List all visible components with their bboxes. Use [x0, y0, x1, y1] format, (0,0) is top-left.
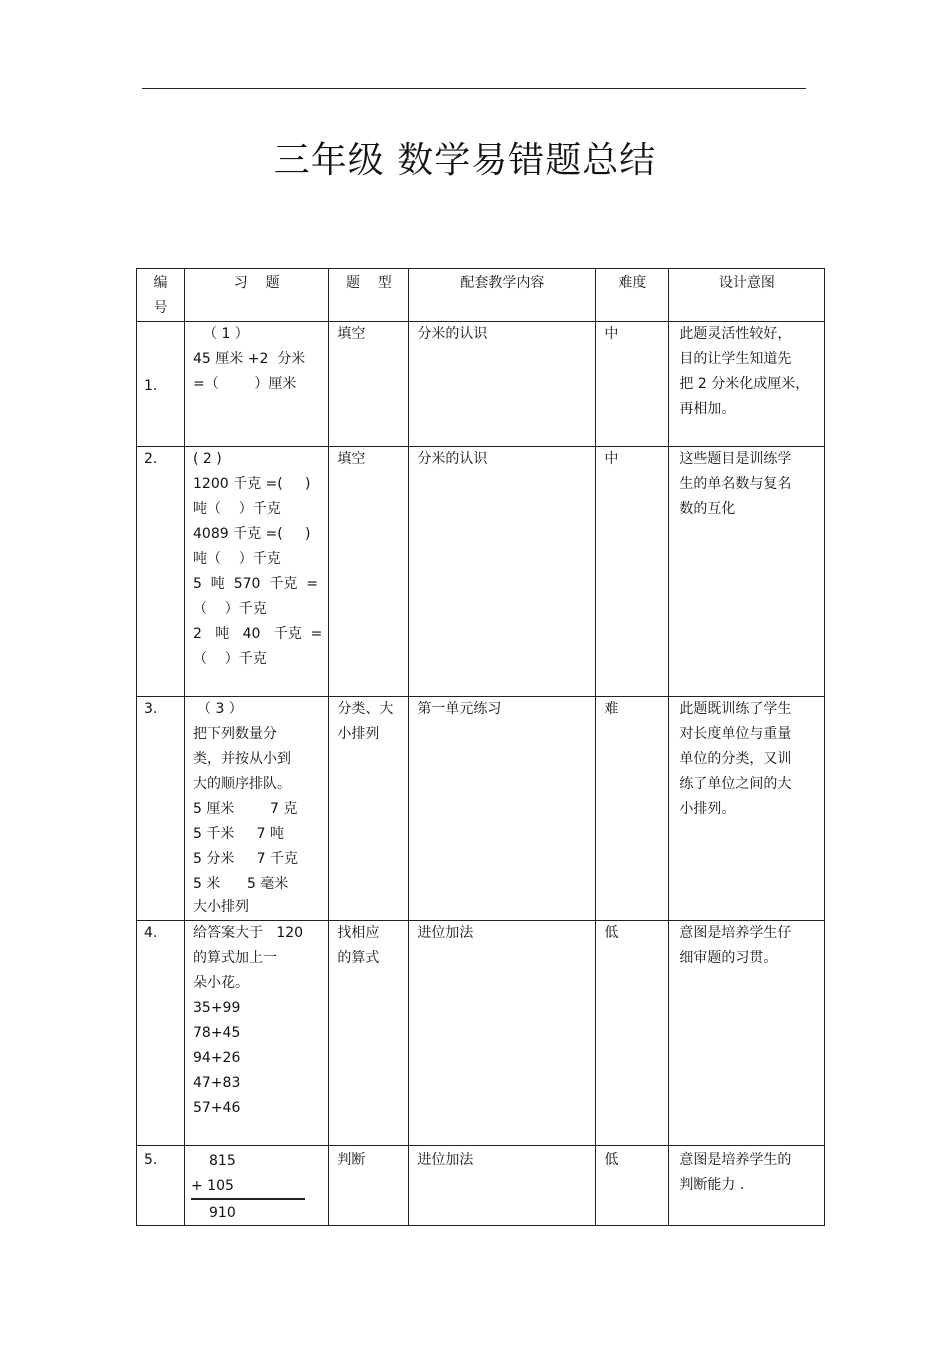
intent-line: 目的让学生知道先: [679, 351, 792, 367]
teaching-content: 分米的认识: [417, 326, 488, 342]
row-number: 5.: [144, 1152, 158, 1168]
intent-line: 对长度单位与重量: [679, 726, 792, 742]
exercise-line: 47+83: [193, 1075, 241, 1091]
exercise-line: =（ ）厘米: [193, 376, 297, 392]
teaching-content: 第一单元练习: [417, 701, 502, 717]
exercise-text: [185, 322, 328, 397]
intent-line: 意图是培养学生仔: [679, 925, 792, 941]
exercise-text: [185, 697, 328, 917]
intent-line: 判断能力 .: [679, 1177, 745, 1193]
table-header-row: [137, 269, 825, 322]
exercise-line: 1200 千克 =( ): [193, 476, 311, 492]
intent-line: 此题灵活性较好，: [679, 326, 792, 342]
question-type: 判断: [337, 1152, 366, 1168]
intent-line: 此题既训练了学生: [679, 701, 792, 717]
exercise-line: （ 3 ）: [197, 701, 243, 717]
table-row: [137, 322, 825, 447]
exercise-line: 5 米 5 毫米: [193, 876, 289, 892]
teaching-content: 分米的认识: [417, 451, 488, 467]
exercise-line: 大小排列: [193, 899, 249, 915]
design-intent: [669, 921, 824, 971]
difficulty-level: 低: [604, 1152, 619, 1168]
question-type: 填空: [337, 451, 366, 467]
exercise-line: 5 千米 7 吨: [193, 826, 284, 842]
row-number: 4.: [144, 925, 158, 941]
exercise-line: 吨（ ）千克: [193, 551, 281, 567]
intent-line: 把 2 分米化成厘米，: [679, 376, 810, 392]
design-intent: [669, 322, 824, 422]
error-summary-table: [136, 268, 825, 1226]
intent-line: 小排列。: [679, 801, 736, 817]
header-exercise: 习 题: [233, 275, 280, 291]
design-intent: [669, 447, 824, 522]
teaching-content: 进位加法: [417, 925, 474, 941]
header-cell-type: [329, 269, 409, 322]
intent-line: 意图是培养学生的: [679, 1152, 792, 1168]
type-line: 找相应: [337, 925, 380, 941]
header-intent: 设计意图: [718, 275, 775, 291]
intent-line: 生的单名数与复名: [679, 476, 792, 492]
exercise-line: 大的顺序排队。: [193, 776, 291, 792]
table-row: [137, 697, 825, 921]
vertical-addition: [185, 1150, 328, 1225]
header-cell-difficulty: [596, 269, 669, 322]
exercise-line: 类，并按从小到: [193, 751, 291, 767]
difficulty-level: 中: [604, 326, 619, 342]
header-difficulty: 难度: [618, 275, 647, 291]
exercise-line: 5 吨 570 千克 =: [193, 576, 318, 592]
exercise-line: 57+46: [193, 1100, 241, 1116]
header-number-line: 编: [153, 275, 168, 291]
header-cell-content: [409, 269, 596, 322]
design-intent: [669, 1146, 824, 1198]
difficulty-level: 中: [604, 451, 619, 467]
teaching-content: 进位加法: [417, 1152, 474, 1168]
type-line: 的算式: [337, 950, 380, 966]
type-line: 小排列: [337, 726, 380, 742]
exercise-text: [185, 447, 328, 672]
table-row: [137, 921, 825, 1146]
exercise-line: 吨（ ）千克: [193, 501, 281, 517]
header-content: 配套教学内容: [460, 275, 545, 291]
header-cell-number: [137, 269, 185, 322]
difficulty-level: 难: [604, 701, 619, 717]
exercise-line: 5 分米 7 千克: [193, 851, 298, 867]
exercise-line: ( 2 ): [193, 451, 222, 467]
question-type: [329, 697, 408, 747]
exercise-line: 45 厘米 +2 分米: [193, 351, 306, 367]
question-type: 填空: [337, 326, 366, 342]
row-number: 1.: [144, 378, 158, 394]
header-type: 题 型: [346, 275, 392, 291]
exercise-line: 朵小花。: [193, 975, 249, 991]
intent-line: 细审题的习贯。: [679, 950, 778, 966]
page-title: 三年级 数学易错题总结: [273, 140, 657, 181]
difficulty-level: 低: [604, 925, 619, 941]
intent-line: 单位的分类，又训: [679, 751, 792, 767]
exercise-line: 2 吨 40 千克 =: [193, 626, 323, 642]
exercise-line: 把下列数量分: [193, 726, 277, 742]
exercise-text: [185, 921, 328, 1121]
table-row: [137, 447, 825, 697]
intent-line: 数的互化: [679, 501, 736, 517]
header-cell-intent: [669, 269, 825, 322]
intent-line: 练了单位之间的大: [679, 776, 792, 792]
row-number: 2.: [144, 451, 158, 467]
intent-line: 这些题目是训练学: [679, 451, 792, 467]
row-number: 3.: [144, 701, 158, 717]
exercise-line: 5 厘米 7 克: [193, 801, 298, 817]
table-row: [137, 1146, 825, 1226]
exercise-line: 给答案大于 120: [193, 925, 304, 941]
addend-bottom: + 105: [191, 1175, 305, 1200]
intent-line: 再相加。: [679, 401, 736, 417]
header-rule: [142, 88, 806, 89]
exercise-line: （ ）千克: [193, 601, 267, 617]
exercise-line: 94+26: [193, 1050, 241, 1066]
exercise-line: （ ）千克: [193, 651, 267, 667]
exercise-line: 4089 千克 =( ): [193, 526, 311, 542]
sum-result: 910: [209, 1205, 236, 1221]
exercise-line: 的算式加上一: [193, 950, 277, 966]
addend-top: 815: [209, 1153, 236, 1169]
header-number-line: 号: [153, 300, 168, 316]
question-type: [329, 921, 408, 971]
header-number: [137, 269, 184, 321]
exercise-line: 78+45: [193, 1025, 241, 1041]
design-intent: [669, 697, 824, 822]
type-line: 分类、大: [337, 701, 394, 717]
exercise-line: 35+99: [193, 1000, 241, 1016]
exercise-line: （ 1 ）: [203, 326, 249, 342]
header-cell-exercise: [185, 269, 329, 322]
